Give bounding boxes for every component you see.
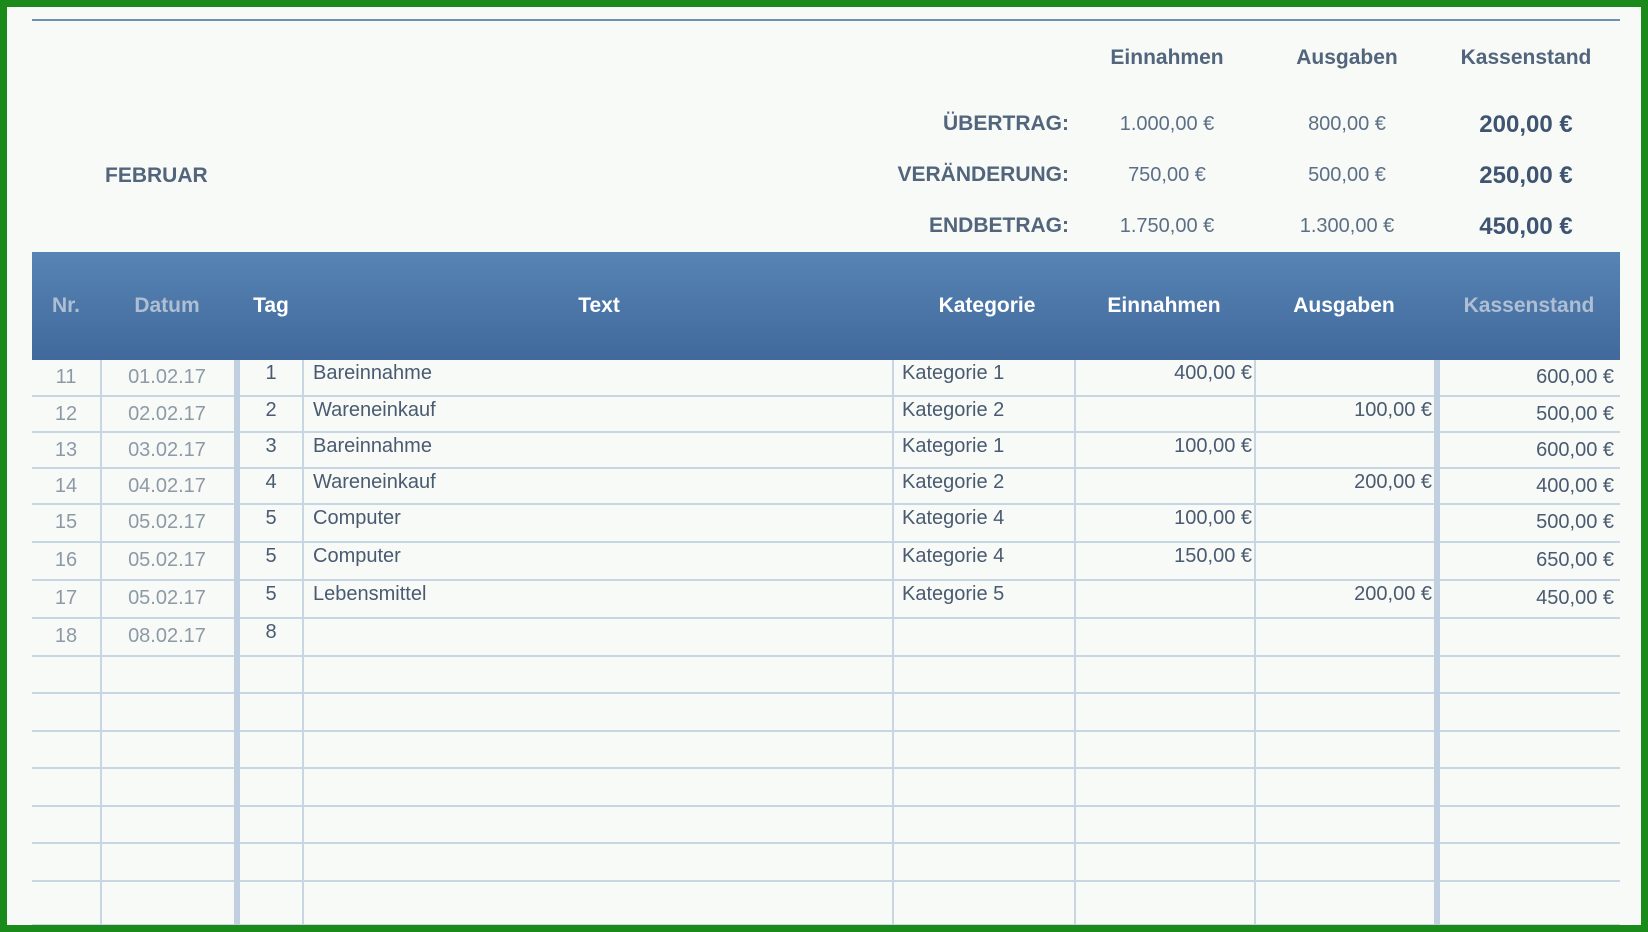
uebertrag-label: ÜBERTRAG: bbox=[943, 112, 1069, 135]
cell-einnahmen[interactable] bbox=[1076, 732, 1252, 734]
table-row[interactable] bbox=[32, 694, 1620, 732]
cell-datum[interactable]: 01.02.17 bbox=[128, 366, 206, 388]
table-row[interactable] bbox=[32, 882, 1620, 926]
cell-text[interactable]: Wareneinkauf bbox=[313, 399, 436, 421]
cell-einnahmen[interactable] bbox=[1076, 469, 1252, 471]
cell-tag[interactable]: 3 bbox=[265, 435, 277, 457]
cell-tag[interactable]: 5 bbox=[265, 583, 277, 605]
column-divider bbox=[1074, 360, 1076, 926]
cell-text[interactable]: Lebensmittel bbox=[313, 583, 427, 605]
cell-ausgaben[interactable]: 200,00 € bbox=[1354, 583, 1432, 605]
cell-ausgaben[interactable] bbox=[1256, 619, 1432, 621]
column-divider bbox=[1434, 360, 1440, 926]
cell-datum[interactable] bbox=[100, 844, 234, 850]
cell-kategorie[interactable] bbox=[898, 844, 1080, 846]
table-row[interactable] bbox=[32, 505, 1620, 543]
cell-tag[interactable]: 5 bbox=[265, 545, 277, 567]
cell-ausgaben[interactable]: 200,00 € bbox=[1354, 471, 1432, 493]
cell-text[interactable] bbox=[309, 844, 893, 846]
table-row[interactable] bbox=[32, 433, 1620, 469]
endbetrag-kassenstand: 450,00 € bbox=[1479, 213, 1573, 240]
cell-nr[interactable] bbox=[32, 807, 100, 813]
cell-nr[interactable]: 12 bbox=[54, 403, 78, 425]
column-divider bbox=[1254, 360, 1256, 926]
cell-tag[interactable] bbox=[240, 807, 302, 809]
cell-datum[interactable] bbox=[100, 732, 234, 738]
cell-tag[interactable] bbox=[240, 844, 302, 846]
cell-nr[interactable] bbox=[32, 657, 100, 663]
cell-ausgaben[interactable] bbox=[1256, 543, 1432, 545]
cell-nr[interactable]: 16 bbox=[54, 549, 78, 571]
cell-nr[interactable]: 15 bbox=[54, 511, 78, 533]
cell-text[interactable] bbox=[309, 657, 893, 659]
table-row[interactable] bbox=[32, 769, 1620, 807]
cell-tag[interactable] bbox=[240, 694, 302, 696]
column-header-nr[interactable]: Nr. bbox=[51, 294, 80, 317]
table-row[interactable] bbox=[32, 469, 1620, 505]
column-header-kassenstand[interactable]: Kassenstand bbox=[1463, 294, 1595, 317]
cell-text[interactable] bbox=[309, 807, 893, 809]
cell-ausgaben[interactable] bbox=[1256, 505, 1432, 507]
cell-datum[interactable]: 05.02.17 bbox=[128, 511, 206, 533]
cell-kategorie[interactable]: Kategorie 2 bbox=[902, 399, 1005, 421]
cell-einnahmen[interactable] bbox=[1076, 397, 1252, 399]
endbetrag-einnahmen: 1.750,00 € bbox=[1119, 215, 1215, 237]
cell-datum[interactable]: 04.02.17 bbox=[128, 475, 206, 497]
table-row[interactable] bbox=[32, 543, 1620, 581]
cell-tag[interactable]: 1 bbox=[265, 362, 277, 384]
cell-tag[interactable] bbox=[240, 769, 302, 771]
cell-nr[interactable] bbox=[32, 769, 100, 775]
cell-datum[interactable]: 05.02.17 bbox=[128, 587, 206, 609]
cell-text[interactable] bbox=[309, 694, 893, 696]
endbetrag-label: ENDBETRAG: bbox=[929, 214, 1069, 237]
cell-kategorie[interactable] bbox=[898, 807, 1080, 809]
cell-ausgaben[interactable] bbox=[1256, 694, 1432, 696]
cell-datum[interactable] bbox=[100, 807, 234, 813]
cell-text[interactable]: Bareinnahme bbox=[313, 362, 432, 384]
cell-ausgaben[interactable] bbox=[1256, 657, 1432, 659]
cell-kassenstand[interactable]: 500,00 € bbox=[1536, 403, 1614, 425]
cell-nr[interactable] bbox=[32, 844, 100, 850]
cell-text[interactable] bbox=[309, 732, 893, 734]
cell-tag[interactable] bbox=[240, 882, 302, 884]
cell-nr[interactable] bbox=[32, 882, 100, 888]
cell-ausgaben[interactable] bbox=[1256, 360, 1432, 362]
cell-ausgaben[interactable] bbox=[1256, 807, 1432, 809]
cell-kassenstand[interactable] bbox=[1440, 844, 1614, 850]
cell-kassenstand[interactable] bbox=[1440, 657, 1614, 663]
table-row[interactable] bbox=[32, 657, 1620, 694]
cell-kategorie[interactable]: Kategorie 4 bbox=[902, 545, 1005, 567]
cell-ausgaben[interactable]: 100,00 € bbox=[1354, 399, 1432, 421]
cell-einnahmen[interactable]: 150,00 € bbox=[1174, 545, 1252, 567]
cell-einnahmen[interactable]: 100,00 € bbox=[1174, 435, 1252, 457]
column-header-text[interactable]: Text bbox=[578, 294, 620, 317]
summary-header-kassenstand: Kassenstand bbox=[1460, 46, 1592, 69]
cell-tag[interactable]: 2 bbox=[265, 399, 277, 421]
cell-kassenstand[interactable]: 600,00 € bbox=[1536, 366, 1614, 388]
cell-nr[interactable] bbox=[32, 694, 100, 700]
month-label: FEBRUAR bbox=[105, 164, 208, 187]
table-row[interactable] bbox=[32, 619, 1620, 657]
cell-kassenstand[interactable]: 400,00 € bbox=[1536, 475, 1614, 497]
endbetrag-ausgaben: 1.300,00 € bbox=[1299, 215, 1395, 237]
cell-datum[interactable]: 03.02.17 bbox=[128, 439, 206, 461]
column-header-kategorie[interactable]: Kategorie bbox=[938, 294, 1036, 317]
table-row[interactable] bbox=[32, 360, 1620, 397]
cell-kassenstand[interactable]: 650,00 € bbox=[1536, 549, 1614, 571]
veraenderung-label: VERÄNDERUNG: bbox=[897, 163, 1069, 186]
cell-datum[interactable] bbox=[100, 882, 234, 888]
cell-kategorie[interactable]: Kategorie 5 bbox=[902, 583, 1005, 605]
table-row[interactable] bbox=[32, 844, 1620, 882]
cell-kassenstand[interactable]: 500,00 € bbox=[1536, 511, 1614, 533]
cell-nr[interactable]: 18 bbox=[54, 625, 78, 647]
cell-text[interactable]: Computer bbox=[313, 507, 401, 529]
cell-datum[interactable] bbox=[100, 657, 234, 663]
cell-einnahmen[interactable] bbox=[1076, 619, 1252, 621]
uebertrag-einnahmen: 1.000,00 € bbox=[1119, 113, 1215, 135]
cell-datum[interactable]: 02.02.17 bbox=[128, 403, 206, 425]
cell-einnahmen[interactable] bbox=[1076, 844, 1252, 846]
cell-einnahmen[interactable] bbox=[1076, 882, 1252, 884]
cell-ausgaben[interactable] bbox=[1256, 882, 1432, 884]
cell-tag[interactable]: 4 bbox=[265, 471, 277, 493]
column-header-einnahmen[interactable]: Einnahmen bbox=[1107, 294, 1221, 317]
cell-einnahmen[interactable] bbox=[1076, 581, 1252, 583]
column-header-ausgaben[interactable]: Ausgaben bbox=[1293, 294, 1395, 317]
cell-kassenstand[interactable]: 600,00 € bbox=[1536, 439, 1614, 461]
cell-tag[interactable] bbox=[240, 657, 302, 659]
cell-ausgaben[interactable] bbox=[1256, 844, 1432, 846]
cell-nr[interactable]: 11 bbox=[55, 366, 77, 388]
cell-nr[interactable] bbox=[32, 732, 100, 738]
column-divider bbox=[892, 360, 894, 926]
cell-kategorie[interactable] bbox=[898, 619, 1080, 621]
summary-header-einnahmen: Einnahmen bbox=[1110, 46, 1224, 69]
column-divider bbox=[234, 360, 240, 926]
cell-kassenstand[interactable] bbox=[1440, 694, 1614, 700]
cell-text[interactable]: Wareneinkauf bbox=[313, 471, 436, 493]
cell-text[interactable] bbox=[309, 619, 893, 621]
veraenderung-ausgaben: 500,00 € bbox=[1308, 164, 1386, 186]
cell-einnahmen[interactable] bbox=[1076, 769, 1252, 771]
top-divider bbox=[32, 19, 1620, 21]
cell-datum[interactable]: 05.02.17 bbox=[128, 549, 206, 571]
cell-datum[interactable] bbox=[100, 769, 234, 775]
summary-header-ausgaben: Ausgaben bbox=[1296, 46, 1398, 69]
cell-text[interactable]: Bareinnahme bbox=[313, 435, 432, 457]
table-header bbox=[32, 252, 1620, 360]
cell-kategorie[interactable]: Kategorie 4 bbox=[902, 507, 1005, 529]
cell-kategorie[interactable] bbox=[898, 882, 1080, 884]
cell-kategorie[interactable]: Kategorie 1 bbox=[902, 435, 1005, 457]
cell-nr[interactable]: 17 bbox=[54, 587, 78, 609]
cell-datum[interactable]: 08.02.17 bbox=[128, 625, 206, 647]
cell-kategorie[interactable] bbox=[898, 657, 1080, 659]
cell-nr[interactable]: 14 bbox=[54, 475, 78, 497]
cell-einnahmen[interactable]: 100,00 € bbox=[1174, 507, 1252, 529]
cell-kassenstand[interactable] bbox=[1440, 619, 1614, 625]
column-divider bbox=[100, 360, 102, 926]
cell-kategorie[interactable]: Kategorie 1 bbox=[902, 362, 1005, 384]
cell-kassenstand[interactable] bbox=[1440, 882, 1614, 888]
cell-einnahmen[interactable] bbox=[1076, 694, 1252, 696]
cell-ausgaben[interactable] bbox=[1256, 732, 1432, 734]
cell-datum[interactable] bbox=[100, 694, 234, 700]
column-divider bbox=[302, 360, 304, 926]
column-header-tag[interactable]: Tag bbox=[253, 294, 289, 317]
veraenderung-einnahmen: 750,00 € bbox=[1128, 164, 1206, 186]
veraenderung-kassenstand: 250,00 € bbox=[1479, 162, 1573, 189]
cell-text[interactable] bbox=[309, 882, 893, 884]
table-row[interactable] bbox=[32, 732, 1620, 769]
cell-kategorie[interactable]: Kategorie 2 bbox=[902, 471, 1005, 493]
cell-text[interactable] bbox=[309, 769, 893, 771]
cell-kassenstand[interactable] bbox=[1440, 807, 1614, 813]
table-row[interactable] bbox=[32, 807, 1620, 844]
uebertrag-kassenstand: 200,00 € bbox=[1479, 111, 1573, 138]
cell-tag[interactable]: 8 bbox=[265, 621, 277, 643]
table-row[interactable] bbox=[32, 397, 1620, 433]
cell-einnahmen[interactable] bbox=[1076, 807, 1252, 809]
table-body bbox=[32, 360, 1620, 926]
cell-kategorie[interactable] bbox=[898, 694, 1080, 696]
table-row[interactable] bbox=[32, 581, 1620, 619]
cell-kassenstand[interactable]: 450,00 € bbox=[1536, 587, 1614, 609]
cell-einnahmen[interactable] bbox=[1076, 657, 1252, 659]
cell-einnahmen[interactable]: 400,00 € bbox=[1174, 362, 1252, 384]
cell-ausgaben[interactable] bbox=[1256, 769, 1432, 771]
uebertrag-ausgaben: 800,00 € bbox=[1308, 113, 1386, 135]
column-header-datum[interactable]: Datum bbox=[134, 294, 200, 317]
cell-kategorie[interactable] bbox=[898, 769, 1080, 771]
cell-text[interactable]: Computer bbox=[313, 545, 401, 567]
cell-kategorie[interactable] bbox=[898, 732, 1080, 734]
cell-tag[interactable] bbox=[240, 732, 302, 734]
cell-kassenstand[interactable] bbox=[1440, 769, 1614, 775]
cell-kassenstand[interactable] bbox=[1440, 732, 1614, 738]
cell-ausgaben[interactable] bbox=[1256, 433, 1432, 435]
cell-nr[interactable]: 13 bbox=[54, 439, 78, 461]
cell-tag[interactable]: 5 bbox=[265, 507, 277, 529]
